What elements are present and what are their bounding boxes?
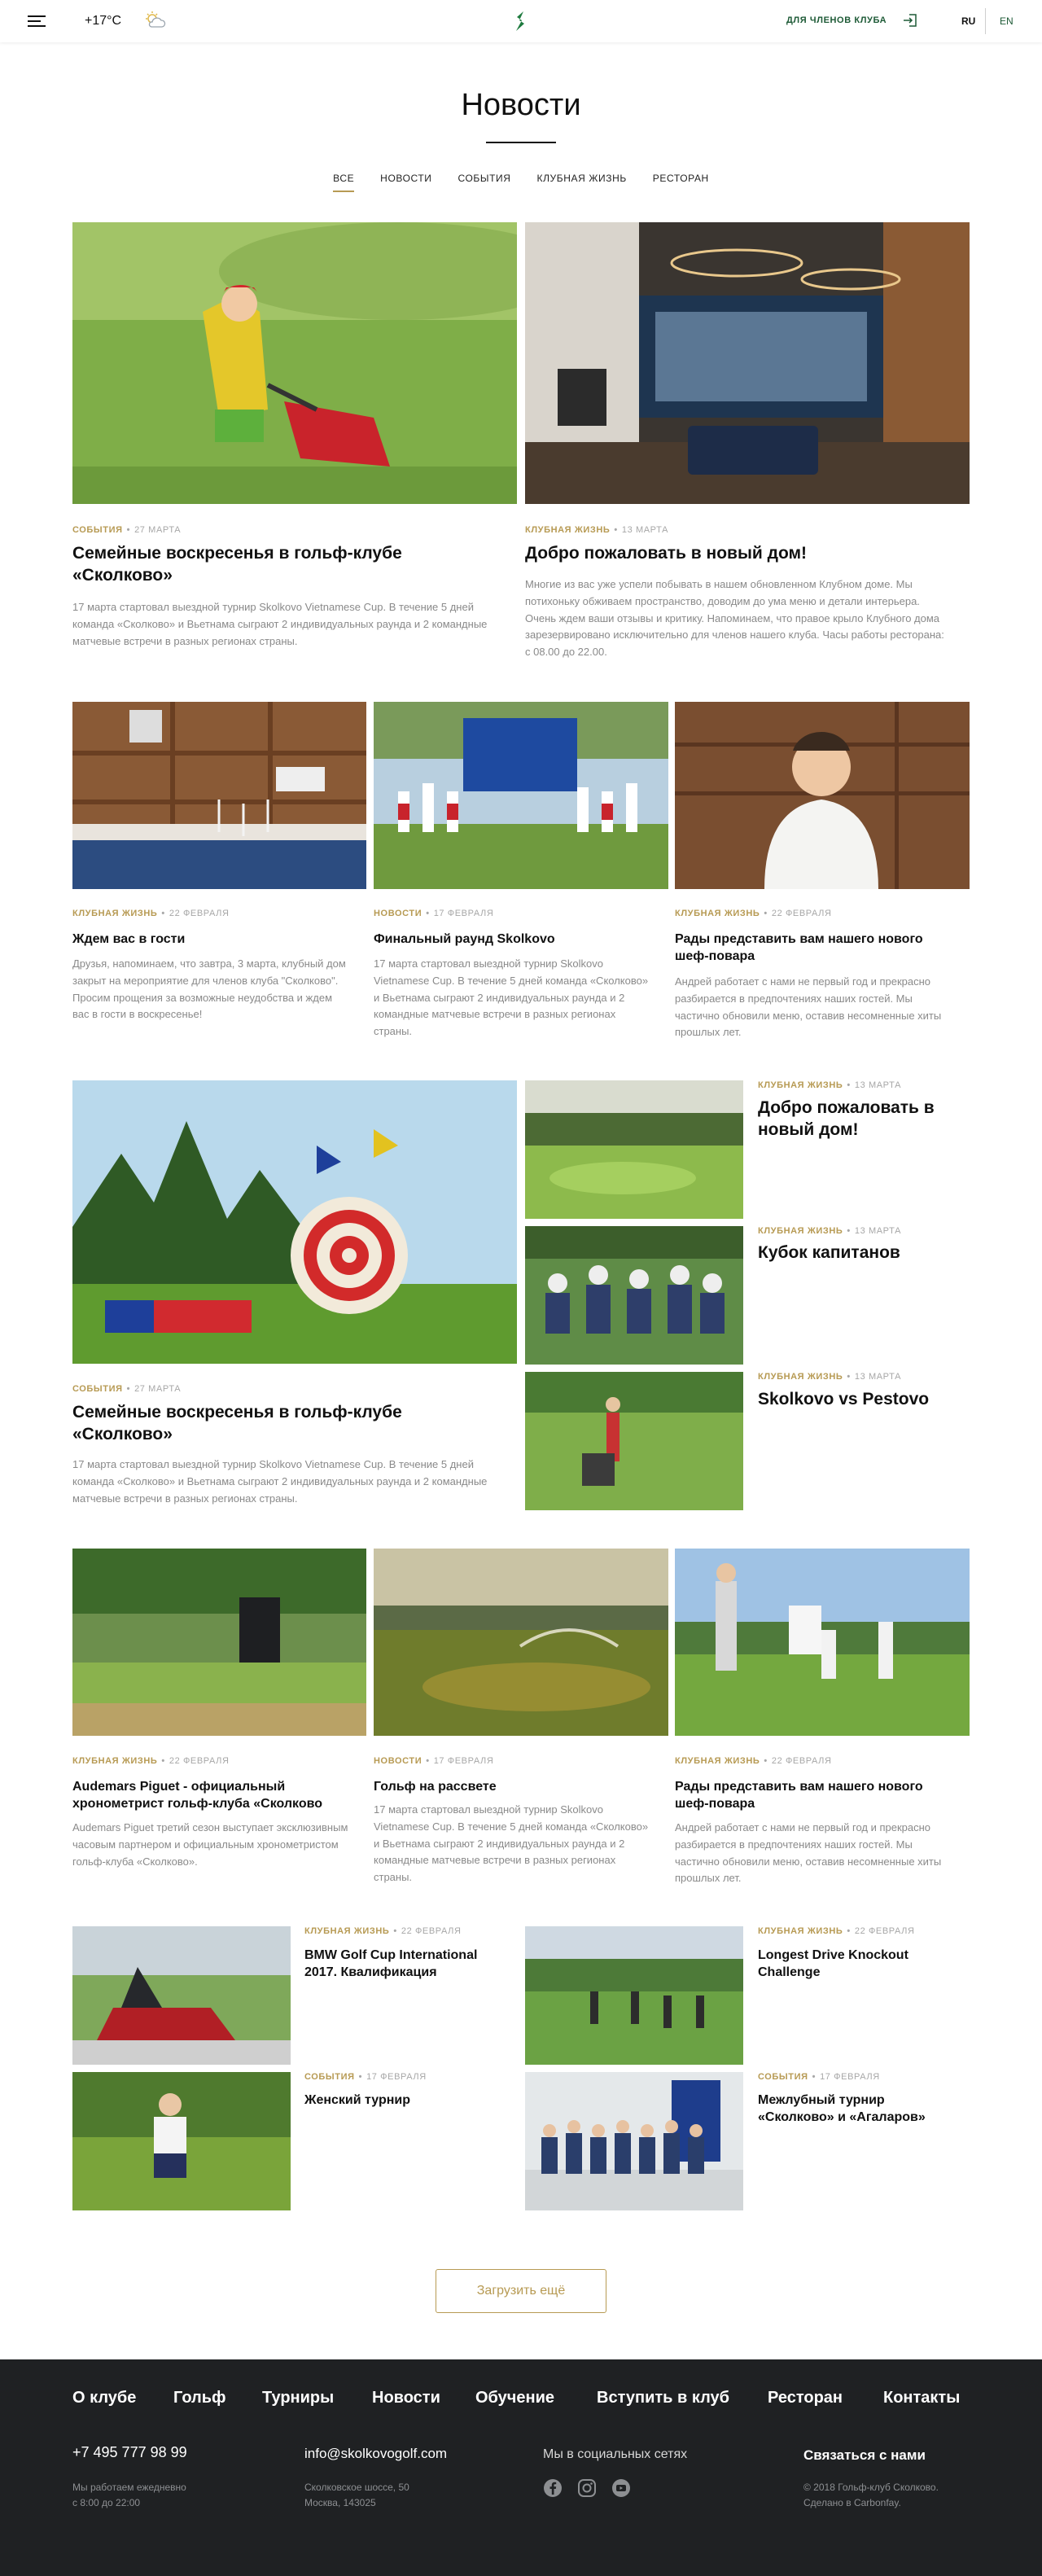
news-title[interactable]: Skolkovo vs Pestovo	[758, 1390, 930, 1408]
news-image-chef[interactable]	[675, 702, 970, 889]
news-title[interactable]: Добро пожаловать в новый дом!	[758, 1098, 935, 1140]
tab-all[interactable]: ВСЕ	[333, 173, 354, 192]
news-title[interactable]: Рады представить вам нашего нового шеф-повара	[675, 932, 923, 963]
footer-nav-news[interactable]: Новости	[372, 2389, 440, 2407]
news-image-womens-tournament[interactable]	[72, 2072, 291, 2210]
site-header	[0, 0, 1042, 42]
news-title[interactable]: Гольф на рассвете	[374, 1780, 497, 1794]
footer-nav-tournaments[interactable]: Турниры	[262, 2389, 335, 2407]
news-image-archery-target[interactable]	[72, 1080, 517, 1364]
footer-nav-contacts[interactable]: Контакты	[883, 2389, 961, 2407]
news-image-longest-drive[interactable]	[525, 1926, 743, 2065]
news-meta: КЛУБНАЯ ЖИЗНЬ • 13 МАРТА	[525, 525, 669, 535]
news-image-pestovo[interactable]	[525, 1372, 743, 1510]
news-excerpt: 17 марта стартовал выездной турнир Skolkovo Vietnamese Cup. В течение 5 дней команда «Сколково» и Вьетнама сыграют 2 индивидуальных раунда и 2 командные матчевые встречи в разных регионах страны.	[374, 957, 649, 1038]
lang-ru[interactable]: RU	[961, 15, 976, 27]
facebook-icon[interactable]	[543, 2478, 563, 2498]
footer-nav-golf[interactable]: Гольф	[173, 2389, 226, 2407]
news-meta: СОБЫТИЯ • 27 МАРТА	[72, 525, 182, 535]
news-excerpt: Андрей работает с нами не первый год и прекрасно разбирается в предпочтениях наших гостей. Мы частично обновили меню, оставив несомненные хиты прошлых лет.	[675, 975, 942, 1039]
footer-nav-about[interactable]: О клубе	[72, 2389, 137, 2407]
club-logo-icon[interactable]	[511, 10, 529, 33]
footer-copyright: © 2018 Гольф-клуб Сколково. Сделано в Carbonfay.	[803, 2482, 939, 2509]
news-title[interactable]: Кубок капитанов	[758, 1243, 900, 1262]
news-meta: НОВОСТИ • 17 ФЕВРАЛЯ	[374, 1756, 494, 1766]
news-meta: КЛУБНАЯ ЖИЗНЬ • 22 ФЕВРАЛЯ	[304, 1926, 462, 1936]
news-image-sunrise-golf[interactable]	[374, 1549, 668, 1736]
members-link[interactable]: ДЛЯ ЧЛЕНОВ КЛУБА	[786, 15, 887, 25]
news-excerpt: Audemars Piguet третий сезон выступает эксклюзивным часовым партнером и официальным хронометристом гольф-клуба «Сколково».	[72, 1821, 348, 1868]
menu-icon[interactable]	[28, 15, 46, 27]
footer-email[interactable]: info@skolkovogolf.com	[304, 2446, 448, 2461]
news-excerpt: Многие из вас уже успели побывать в нашем обновленном Клубном доме. Мы потихоньку обживаем пространство, доводим до ума меню и детали интерьера. Очень ждем ваши отзывы и критику. Напоминаем, что правое крыло Клубного дома зарезервировано исключительно для членов нашего клуба. Часы работы ресторана: с 08.00 до 22.00.	[525, 578, 944, 659]
tab-club-life[interactable]: КЛУБНАЯ ЖИЗНЬ	[536, 173, 627, 184]
tab-events[interactable]: СОБЫТИЯ	[458, 173, 511, 184]
news-image-audemars-piguet[interactable]	[72, 1549, 366, 1736]
login-icon[interactable]	[902, 12, 918, 28]
instagram-icon[interactable]	[577, 2478, 597, 2498]
news-excerpt: 17 марта стартовал выездной турнир Skolkovo Vietnamese Cup. В течение 5 дней команда «Сколково» и Вьетнама сыграют 2 индивидуальных раунда и 2 командные матчевые встречи в разных регионах страны.	[374, 1803, 649, 1884]
news-meta: КЛУБНАЯ ЖИЗНЬ • 13 МАРТА	[758, 1080, 902, 1090]
lang-divider	[985, 8, 986, 34]
page-title: Новости	[461, 88, 581, 122]
news-image-new-home-course[interactable]	[525, 1080, 743, 1219]
news-meta: КЛУБНАЯ ЖИЗНЬ • 22 ФЕВРАЛЯ	[675, 909, 832, 918]
news-meta: КЛУБНАЯ ЖИЗНЬ • 22 ФЕВРАЛЯ	[758, 1926, 915, 1936]
news-meta: СОБЫТИЯ • 17 ФЕВРАЛЯ	[304, 2072, 427, 2082]
news-title[interactable]: Межлубный турнир «Сколково» и «Агаларов»	[758, 2093, 926, 2124]
news-title[interactable]: Ждем вас в гости	[72, 932, 186, 946]
news-meta: КЛУБНАЯ ЖИЗНЬ • 13 МАРТА	[758, 1372, 902, 1382]
news-image-chef-course[interactable]	[675, 1549, 970, 1736]
news-filter-tabs	[0, 173, 1042, 192]
footer-social-title: Мы в социальных сетях	[543, 2447, 688, 2461]
news-excerpt: Друзья, напоминаем, что завтра, 3 марта, клубный дом закрыт на мероприятие для членов клуба "Сколково". Просим прощения за возможные неудобства и ждем вас в гости в воскресенье!	[72, 957, 346, 1021]
news-title[interactable]: Audemars Piguet - официальный хронометрист гольф-клуба «Сколково	[72, 1780, 323, 1811]
news-image-final-round[interactable]	[374, 702, 668, 889]
news-excerpt: Андрей работает с нами не первый год и прекрасно разбирается в предпочтениях наших гостей. Мы частично обновили меню, оставив несомненные хиты прошлых лет.	[675, 1821, 942, 1885]
news-title[interactable]: Longest Drive Knockout Challenge	[758, 1948, 908, 1979]
news-title[interactable]: Финальный раунд Skolkovo	[374, 932, 555, 946]
news-meta: НОВОСТИ • 17 ФЕВРАЛЯ	[374, 909, 494, 918]
title-underline	[486, 142, 556, 143]
news-title[interactable]: Семейные воскресенья в гольф-клубе «Сколково»	[72, 1403, 402, 1444]
news-image-family-sundays[interactable]	[72, 222, 517, 504]
partly-cloudy-icon	[143, 11, 166, 30]
news-meta: КЛУБНАЯ ЖИЗНЬ • 22 ФЕВРАЛЯ	[675, 1756, 832, 1766]
footer-nav-join[interactable]: Вступить в клуб	[597, 2389, 730, 2407]
news-image-bmw-cup[interactable]	[72, 1926, 291, 2065]
news-title[interactable]: Добро пожаловать в новый дом!	[525, 544, 808, 563]
footer-hours: Мы работаем ежедневно с 8:00 до 22:00	[72, 2482, 186, 2509]
news-image-captains-cup[interactable]	[525, 1226, 743, 1365]
news-meta: СОБЫТИЯ • 27 МАРТА	[72, 1384, 182, 1394]
news-title[interactable]: BMW Golf Cup International 2017. Квалификация	[304, 1948, 478, 1979]
news-meta: СОБЫТИЯ • 17 ФЕВРАЛЯ	[758, 2072, 880, 2082]
news-meta: КЛУБНАЯ ЖИЗНЬ • 22 ФЕВРАЛЯ	[72, 909, 230, 918]
tab-restaurant[interactable]: РЕСТОРАН	[652, 173, 709, 184]
footer-phone[interactable]: +7 495 777 98 99	[72, 2444, 187, 2460]
news-image-new-home[interactable]	[525, 222, 970, 504]
news-meta: КЛУБНАЯ ЖИЗНЬ • 22 ФЕВРАЛЯ	[72, 1756, 230, 1766]
news-title[interactable]: Женский турнир	[304, 2093, 411, 2107]
lang-en[interactable]: EN	[1000, 15, 1014, 27]
footer-address: Сколковское шоссе, 50 Москва, 143025	[304, 2482, 409, 2509]
tab-news[interactable]: НОВОСТИ	[380, 173, 432, 184]
temperature: +17°С	[85, 14, 122, 28]
news-excerpt: 17 марта стартовал выездной турнир Skolkovo Vietnamese Cup. В течение 5 дней команда «Сколково» и Вьетнама сыграют 2 индивидуальных раунда и 2 командные матчевые встречи в разных регионах страны.	[72, 1458, 488, 1505]
news-title[interactable]: Рады представить вам нашего нового шеф-повара	[675, 1780, 923, 1811]
news-image-interclub-tournament[interactable]	[525, 2072, 743, 2210]
footer-nav-restaurant[interactable]: Ресторан	[768, 2389, 843, 2407]
footer-nav-training[interactable]: Обучение	[475, 2389, 555, 2407]
news-image-restaurant-table[interactable]	[72, 702, 366, 889]
news-title[interactable]: Семейные воскресенья в гольф-клубе «Сколково»	[72, 544, 402, 585]
footer-contact-link[interactable]: Связаться с нами	[803, 2447, 926, 2463]
youtube-icon[interactable]	[611, 2478, 631, 2498]
news-meta: КЛУБНАЯ ЖИЗНЬ • 13 МАРТА	[758, 1226, 902, 1236]
news-excerpt: 17 марта стартовал выездной турнир Skolkovo Vietnamese Cup. В течение 5 дней команда «Сколково» и Вьетнама сыграют 2 индивидуальных раунда и 2 командные матчевые встречи в разных регионах страны.	[72, 601, 488, 647]
site-footer	[0, 2359, 1042, 2576]
load-more-button[interactable]: Загрузить ещё	[436, 2269, 606, 2313]
